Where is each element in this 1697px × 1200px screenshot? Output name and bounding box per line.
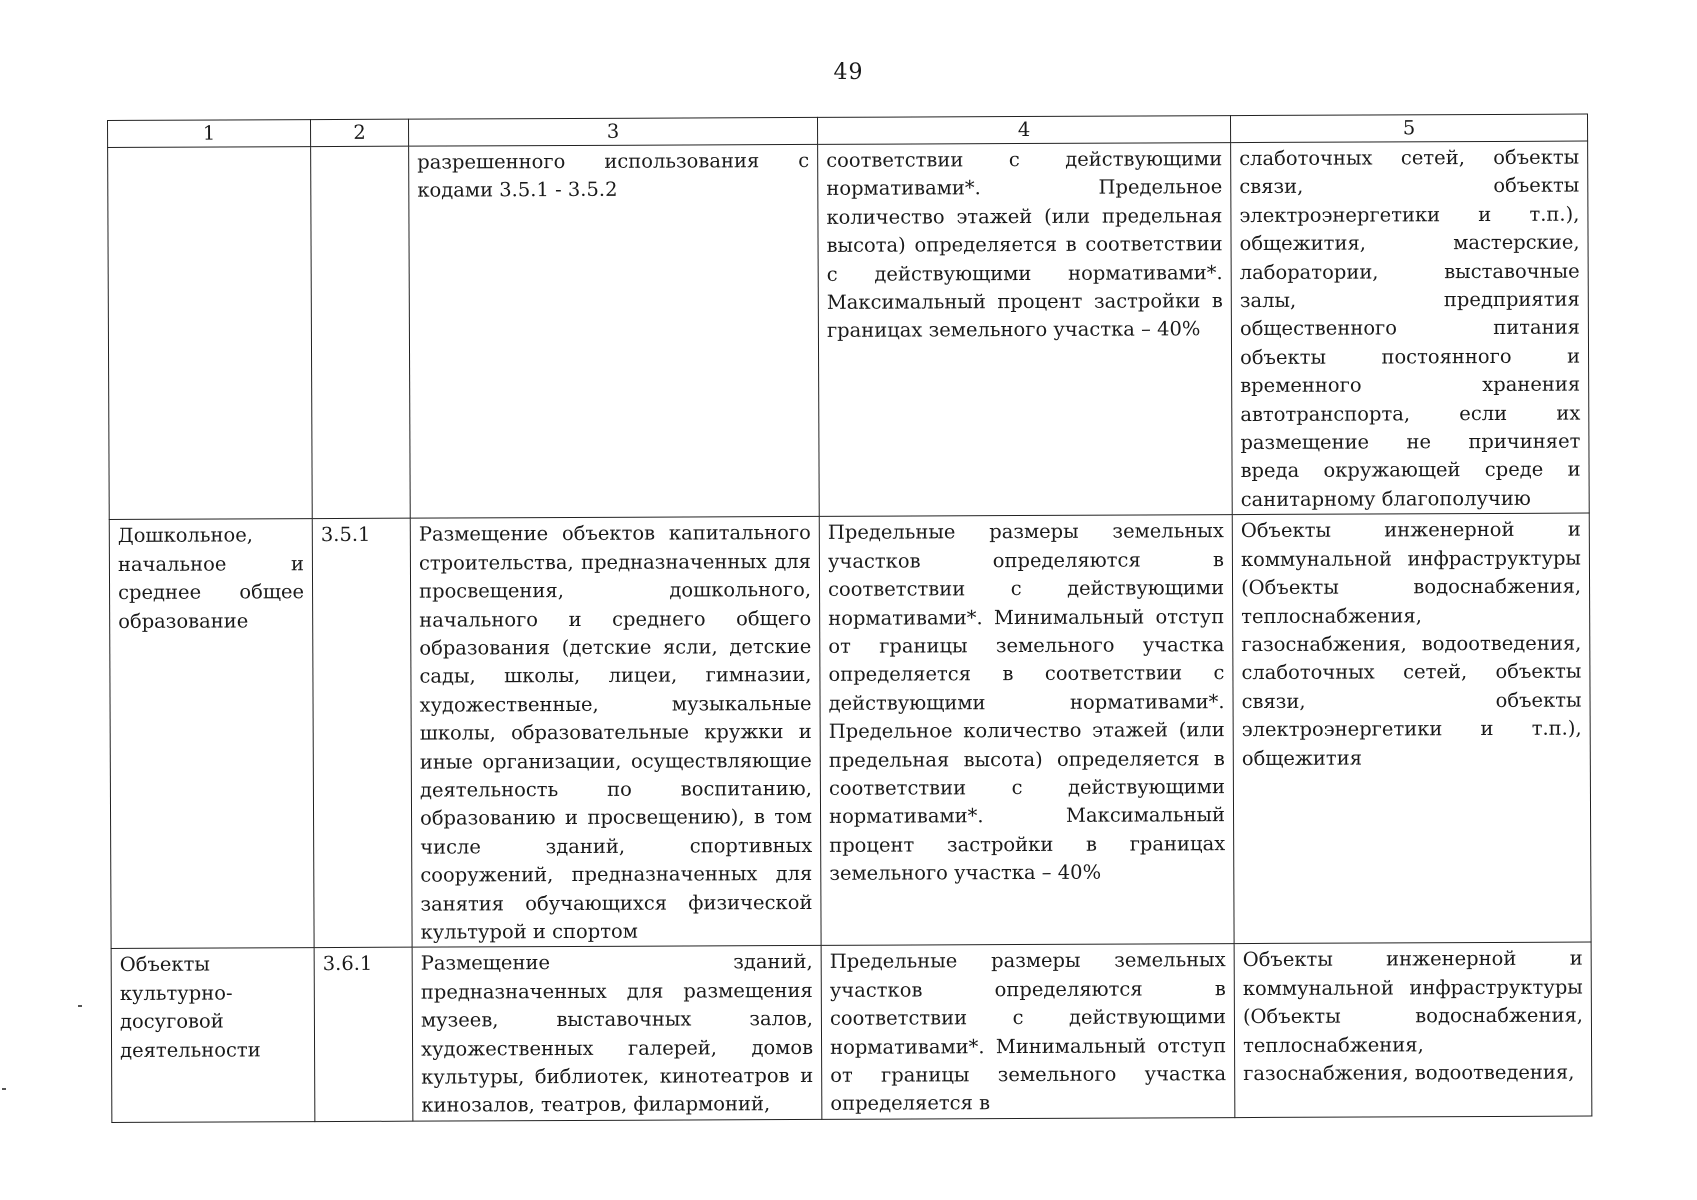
cell-code: 3.6.1 — [314, 948, 413, 1122]
cell-description: Размещение объектов капитального строительства, предназначенных для просвещения, дошкольного, начального и среднего общего образования (детские ясли, детские сады, школы, лицеи, гимназии, художественные, музыкальные школы, образовательные кружки и иные организации, осуществляющие деятельность по воспитанию, образованию и просвещению), в том числе зданий, спортивных сооружений, предназначенных для занятия обучающихся физической культурой и спортом — [410, 517, 821, 948]
cell-parameters: Предельные размеры земельных участков определяются в соответствии с действующими нормативами*. Минимальный отступ от границы земельного участка определяется в соответствии с действующими нормативами*. Предельное количество этажей (или предельная высота) определяется в соответствии с действующими нормативами*. Максимальный процент застройки в границах земельного участка – 40% — [819, 515, 1234, 946]
cell-name — [108, 147, 313, 520]
column-header: 4 — [817, 116, 1230, 145]
cell-name: Дошкольное, начальное и среднее общее образование — [109, 519, 314, 949]
page-number: 49 — [833, 60, 864, 85]
cell-description: разрешенного использования с кодами 3.5.1 - 3.5.2 — [409, 144, 820, 518]
column-header: 2 — [311, 119, 409, 146]
cell-code: 3.5.1 — [312, 518, 412, 948]
cell-auxiliary: Объекты инженерной и коммунальной инфраструктуры (Объекты водоснабжения, теплоснабжения, газоснабжения, водоотведения, — [1234, 942, 1592, 1117]
scan-speck — [2, 1088, 6, 1090]
zoning-table — [107, 114, 1592, 1123]
table-row — [109, 513, 1591, 949]
cell-code — [311, 146, 411, 519]
column-header: 5 — [1230, 114, 1587, 143]
cell-name: Объекты культурно-досуговой деятельности — [111, 948, 315, 1122]
scan-speck — [78, 1005, 82, 1007]
column-header: 3 — [408, 117, 817, 146]
cell-parameters: Предельные размеры земельных участков определяются в соответствии с действующими нормативами*. Минимальный отступ от границы земельного участка определяется в — [821, 944, 1235, 1119]
cell-description: Размещение зданий, предназначенных для размещения музеев, выставочных залов, художественных галерей, домов культуры, библиотек, кинотеатров и кинозалов, театров, филармоний, — [412, 946, 822, 1121]
cell-auxiliary: слаботочных сетей, объекты связи, объекты электроэнергетики и т.п.), общежития, мастерские, лаборатории, выставочные залы, предприятия общественного питания объекты постоянного и временного хранения автотранспорта, если их размещение не причиняет вреда окружающей среде и санитарному благополучию — [1231, 141, 1590, 515]
column-header: 1 — [108, 120, 311, 148]
table-row — [111, 942, 1592, 1122]
cell-auxiliary: Объекты инженерной и коммунальной инфраструктуры (Объекты водоснабжения, теплоснабжения, газоснабжения, водоотведения, слаботочных сетей, объекты связи, объекты электроэнергетики и т.п.), общежития — [1232, 513, 1591, 944]
cell-parameters: соответствии с действующими нормативами*. Предельное количество этажей (или предельная высота) определяется в соответствии с действующими нормативами*. Максимальный процент застройки в границах земельного участка – 40% — [818, 143, 1233, 517]
table-row — [108, 141, 1590, 520]
